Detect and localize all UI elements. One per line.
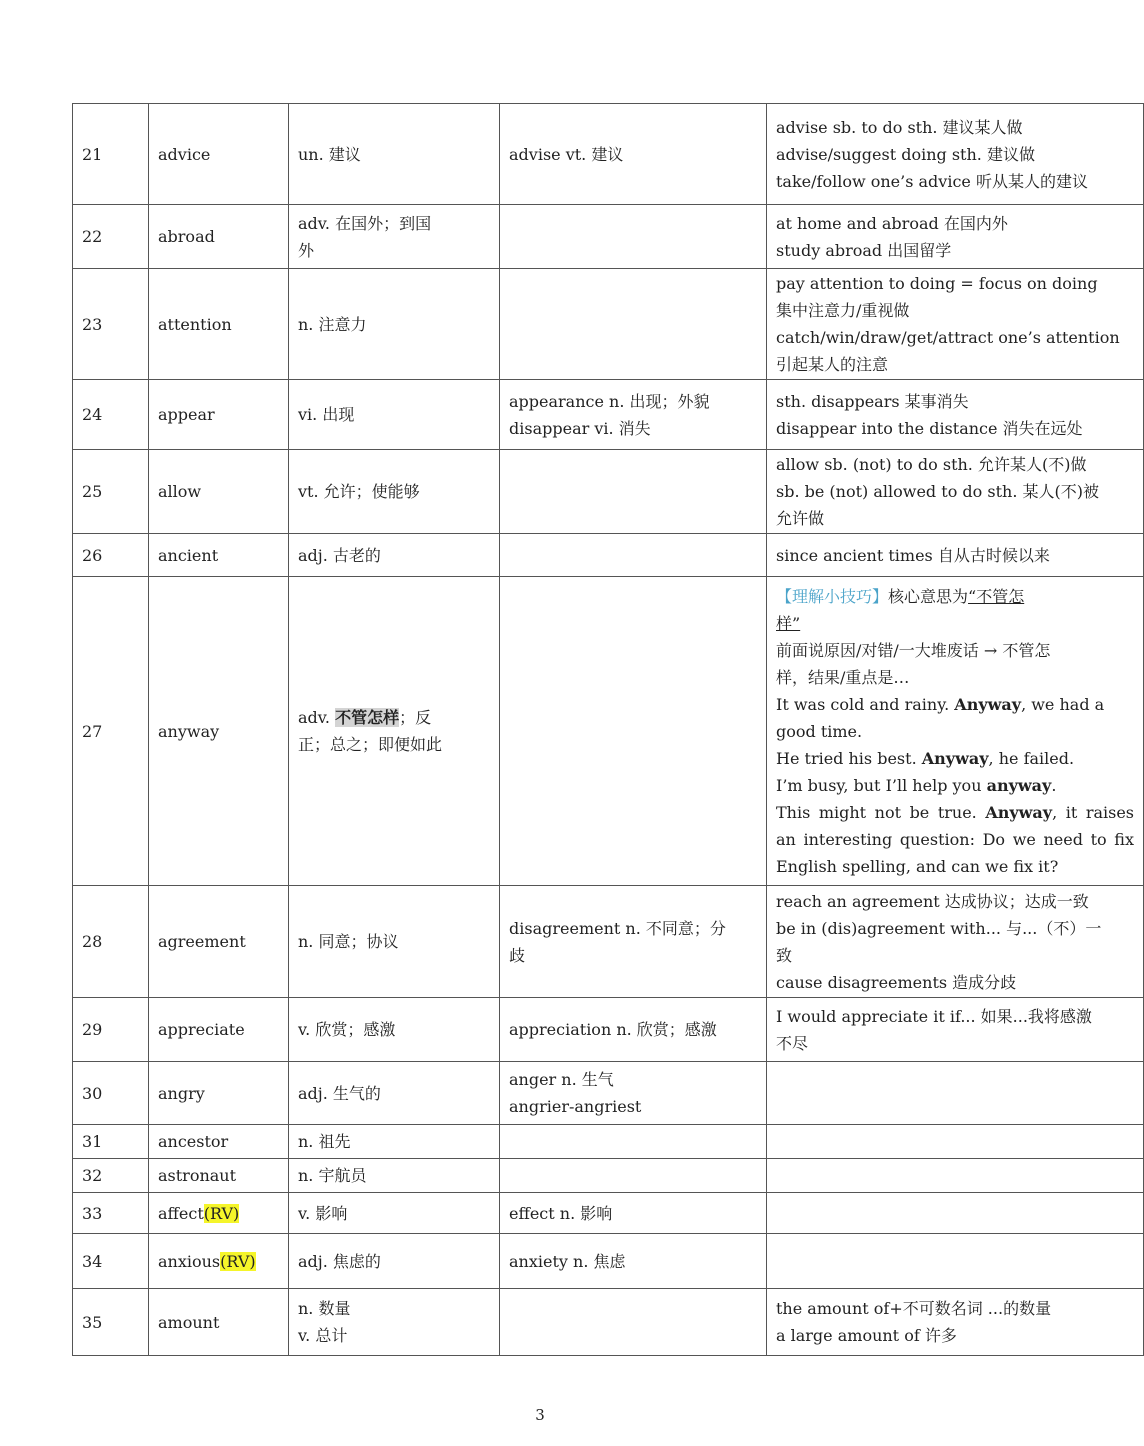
entry-derived-cell xyxy=(500,998,767,1062)
entry-meaning-cell xyxy=(289,1062,500,1125)
entry-word-cell xyxy=(149,1159,289,1193)
usage-line: 引起某人的注意 xyxy=(776,355,889,374)
entry-usage-cell xyxy=(767,205,1144,269)
example-pre: It was cold and rainy. xyxy=(776,694,955,714)
entry-derived-cell xyxy=(500,450,767,534)
entry-number: 30 xyxy=(82,1083,103,1103)
meaning-suffix: ；反 xyxy=(399,708,432,727)
example-post: , we had a good time. xyxy=(776,694,1105,741)
entry-word: abroad xyxy=(158,227,215,246)
usage-line: 致 xyxy=(776,945,793,965)
usage-line: reach an agreement 达成协议；达成一致 xyxy=(776,891,1089,911)
entry-number: 26 xyxy=(82,545,103,565)
example-post: . xyxy=(1051,775,1057,795)
entry-meaning-cell xyxy=(289,1193,500,1234)
tip-quote: 样” xyxy=(776,613,801,633)
usage-line: catch/win/draw/get/attract one’s attention xyxy=(776,328,1120,347)
meaning-line: v. 欣赏；感激 xyxy=(298,1020,396,1039)
entry-word: appear xyxy=(158,405,215,424)
entry-derived-cell xyxy=(500,1289,767,1356)
entry-usage-cell xyxy=(767,104,1144,205)
entry-usage-cell xyxy=(767,534,1144,577)
meaning-line: vi. 出现 xyxy=(298,405,355,424)
usage-line: advise sb. to do sth. 建议某人做 xyxy=(776,117,1023,137)
usage-line: the amount of+不可数名词 ...的数量 xyxy=(776,1299,1052,1318)
example-post: , it raises an interesting question: Do we need to fix English spelling, and can we fix it? xyxy=(776,802,1135,876)
entry-number: 31 xyxy=(82,1132,103,1151)
entry-meaning-cell xyxy=(289,1289,500,1356)
rv-tag: (RV) xyxy=(203,1203,240,1223)
entry-word-cell xyxy=(149,1193,289,1234)
entry-number-cell xyxy=(73,1062,149,1125)
entry-number: 21 xyxy=(82,144,103,164)
table-row xyxy=(73,269,1144,380)
entry-number: 22 xyxy=(82,227,103,246)
entry-derived-cell xyxy=(500,1062,767,1125)
tip-label: 【理解小技巧】 xyxy=(776,586,889,606)
example-sentence xyxy=(776,745,1134,772)
table-row xyxy=(73,998,1144,1062)
usage-line: since ancient times 自从古时候以来 xyxy=(776,545,1050,565)
entry-word-cell xyxy=(149,380,289,450)
vocab-table-body xyxy=(73,104,1144,1356)
entry-meaning-cell xyxy=(289,269,500,380)
entry-number: 33 xyxy=(82,1203,103,1223)
example-pre: He tried his best. xyxy=(776,748,922,768)
derived-line: effect n. 影响 xyxy=(509,1203,613,1223)
entry-derived-cell xyxy=(500,886,767,998)
usage-line: allow sb. (not) to do sth. 允许某人(不)做 xyxy=(776,455,1087,474)
entry-word: amount xyxy=(158,1312,220,1332)
usage-line: study abroad 出国留学 xyxy=(776,240,952,260)
example-keyword: Anyway xyxy=(954,694,1022,714)
entry-word: appreciate xyxy=(158,1020,245,1039)
tip-quote: “不管怎 xyxy=(968,586,1025,606)
entry-word: ancient xyxy=(158,545,219,565)
meaning-line: n. 同意；协议 xyxy=(298,932,399,951)
entry-number: 29 xyxy=(82,1020,103,1039)
usage-line: be in (dis)agreement with... 与...（不）一 xyxy=(776,918,1102,938)
example-keyword: anyway xyxy=(986,775,1052,795)
entry-word: attention xyxy=(158,314,232,334)
example-sentence xyxy=(776,691,1134,745)
entry-word: anyway xyxy=(158,721,220,741)
meaning-line: 正；总之；即便如此 xyxy=(298,735,443,754)
entry-word: allow xyxy=(158,482,202,501)
usage-line: 集中注意力/重视做 xyxy=(776,301,910,320)
usage-line: cause disagreements 造成分歧 xyxy=(776,972,1017,992)
entry-derived-cell xyxy=(500,1125,767,1159)
entry-number-cell xyxy=(73,534,149,577)
entry-derived-cell xyxy=(500,1159,767,1193)
entry-number-cell xyxy=(73,269,149,380)
entry-number-cell xyxy=(73,104,149,205)
vocab-table xyxy=(72,103,1144,1356)
usage-line: a large amount of 许多 xyxy=(776,1326,957,1345)
entry-usage-cell xyxy=(767,1125,1144,1159)
meaning-line: adj. 生气的 xyxy=(298,1083,381,1103)
table-row xyxy=(73,205,1144,269)
entry-number-cell xyxy=(73,1125,149,1159)
entry-usage-cell xyxy=(767,269,1144,380)
entry-word-cell xyxy=(149,450,289,534)
entry-word: ancestor xyxy=(158,1132,229,1151)
meaning-line: 外 xyxy=(298,240,315,260)
derived-line: 歧 xyxy=(509,945,526,965)
entry-word: anxious xyxy=(158,1251,221,1271)
entry-word: affect xyxy=(158,1203,204,1223)
usage-line: sb. be (not) allowed to do sth. 某人(不)被 xyxy=(776,482,1099,501)
usage-line: I would appreciate it if... 如果...我将感激 xyxy=(776,1006,1092,1026)
entry-meaning-cell xyxy=(289,534,500,577)
derived-line: disagreement n. 不同意；分 xyxy=(509,918,726,938)
table-row xyxy=(73,577,1144,886)
usage-line: take/follow one’s advice 听从某人的建议 xyxy=(776,171,1088,191)
meaning-line: n. 祖先 xyxy=(298,1132,351,1151)
entry-word: advice xyxy=(158,144,211,164)
entry-number-cell xyxy=(73,1289,149,1356)
entry-meaning-cell xyxy=(289,450,500,534)
derived-line: angrier-angriest xyxy=(509,1097,642,1116)
entry-meaning-cell xyxy=(289,104,500,205)
entry-word-cell xyxy=(149,998,289,1062)
entry-meaning-cell xyxy=(289,1125,500,1159)
table-row xyxy=(73,1062,1144,1125)
entry-usage-cell xyxy=(767,1159,1144,1193)
entry-word: agreement xyxy=(158,932,246,951)
entry-number-cell xyxy=(73,886,149,998)
tip-line xyxy=(776,583,1134,610)
meaning-line: adv. 在国外；到国 xyxy=(298,213,432,233)
entry-usage-cell xyxy=(767,1234,1144,1289)
entry-derived-cell xyxy=(500,380,767,450)
entry-usage-cell xyxy=(767,886,1144,998)
entry-word: angry xyxy=(158,1083,205,1103)
tip-line xyxy=(776,610,1134,637)
entry-derived-cell xyxy=(500,1193,767,1234)
entry-word-cell xyxy=(149,1125,289,1159)
entry-number-cell xyxy=(73,450,149,534)
table-row xyxy=(73,886,1144,998)
derived-line: anxiety n. 焦虑 xyxy=(509,1251,626,1271)
usage-line: pay attention to doing = focus on doing xyxy=(776,274,1098,293)
table-row xyxy=(73,534,1144,577)
derived-line: anger n. 生气 xyxy=(509,1070,614,1089)
usage-line: 样，结果/重点是… xyxy=(776,667,910,687)
entry-meaning-cell xyxy=(289,1234,500,1289)
derived-line: appreciation n. 欣赏；感激 xyxy=(509,1020,717,1039)
rv-tag: (RV) xyxy=(220,1251,256,1271)
entry-derived-cell xyxy=(500,1234,767,1289)
table-row xyxy=(73,1193,1144,1234)
entry-number-cell xyxy=(73,1234,149,1289)
entry-number: 24 xyxy=(82,405,103,424)
usage-line: 前面说原因/对错/一大堆废话 → 不管怎 xyxy=(776,640,1051,660)
derived-line: advise vt. 建议 xyxy=(509,144,624,164)
meaning-line xyxy=(298,704,490,731)
tip-text: 核心意思为 xyxy=(888,586,969,606)
entry-number: 27 xyxy=(82,721,103,741)
derived-line: appearance n. 出现；外貌 xyxy=(509,391,710,411)
entry-number: 34 xyxy=(82,1251,103,1271)
table-row xyxy=(73,1159,1144,1193)
entry-number: 25 xyxy=(82,482,103,501)
entry-number: 32 xyxy=(82,1166,103,1185)
entry-meaning-cell xyxy=(289,205,500,269)
example-sentence xyxy=(776,799,1134,880)
table-row xyxy=(73,1125,1144,1159)
meaning-highlight: 不管怎样 xyxy=(335,708,400,727)
example-pre: This might not be true. xyxy=(776,802,986,822)
entry-usage-cell xyxy=(767,577,1144,886)
entry-number-cell xyxy=(73,1193,149,1234)
usage-line: advise/suggest doing sth. 建议做 xyxy=(776,144,1035,164)
entry-derived-cell xyxy=(500,205,767,269)
example-pre: I’m busy, but I’ll help you xyxy=(776,775,987,795)
meaning-line: n. 数量 xyxy=(298,1299,351,1318)
entry-derived-cell xyxy=(500,269,767,380)
meaning-line: adj. 古老的 xyxy=(298,545,381,565)
meaning-line: adj. 焦虑的 xyxy=(298,1251,381,1271)
entry-derived-cell xyxy=(500,534,767,577)
entry-usage-cell xyxy=(767,1062,1144,1125)
entry-word-cell xyxy=(149,886,289,998)
entry-number: 23 xyxy=(82,314,103,334)
derived-line: disappear vi. 消失 xyxy=(509,418,651,438)
entry-number-cell xyxy=(73,577,149,886)
entry-number-cell xyxy=(73,380,149,450)
usage-line: at home and abroad 在国内外 xyxy=(776,213,1008,233)
table-row xyxy=(73,1289,1144,1356)
example-keyword: Anyway xyxy=(921,748,989,768)
entry-word-cell xyxy=(149,1234,289,1289)
entry-word-cell xyxy=(149,205,289,269)
usage-line: 不尽 xyxy=(776,1033,809,1053)
meaning-prefix: adv. xyxy=(298,708,336,727)
entry-usage-cell xyxy=(767,998,1144,1062)
entry-number-cell xyxy=(73,1159,149,1193)
table-row xyxy=(73,380,1144,450)
entry-number: 35 xyxy=(82,1312,103,1332)
entry-word-cell xyxy=(149,534,289,577)
usage-line: sth. disappears 某事消失 xyxy=(776,391,969,411)
entry-word-cell xyxy=(149,577,289,886)
table-row xyxy=(73,450,1144,534)
usage-line: 允许做 xyxy=(776,509,825,528)
meaning-line: vt. 允许；使能够 xyxy=(298,482,420,501)
entry-derived-cell xyxy=(500,577,767,886)
entry-word-cell xyxy=(149,1289,289,1356)
entry-number-cell xyxy=(73,998,149,1062)
entry-usage-cell xyxy=(767,1289,1144,1356)
meaning-line: n. 注意力 xyxy=(298,314,367,334)
entry-word-cell xyxy=(149,104,289,205)
example-post: , he failed. xyxy=(988,748,1075,768)
entry-derived-cell xyxy=(500,104,767,205)
entry-meaning-cell xyxy=(289,380,500,450)
table-row xyxy=(73,1234,1144,1289)
page-number: 3 xyxy=(535,1406,545,1424)
meaning-line: v. 总计 xyxy=(298,1326,348,1345)
table-row xyxy=(73,104,1144,205)
entry-meaning-cell xyxy=(289,577,500,886)
entry-usage-cell xyxy=(767,1193,1144,1234)
entry-word-cell xyxy=(149,269,289,380)
entry-word-cell xyxy=(149,1062,289,1125)
entry-word: astronaut xyxy=(158,1166,237,1185)
meaning-line: v. 影响 xyxy=(298,1203,348,1223)
entry-meaning-cell xyxy=(289,886,500,998)
usage-line: disappear into the distance 消失在远处 xyxy=(776,418,1083,438)
entry-meaning-cell xyxy=(289,1159,500,1193)
entry-meaning-cell xyxy=(289,998,500,1062)
entry-usage-cell xyxy=(767,380,1144,450)
entry-usage-cell xyxy=(767,450,1144,534)
meaning-line: n. 宇航员 xyxy=(298,1166,367,1185)
example-keyword: Anyway xyxy=(985,802,1053,822)
example-sentence xyxy=(776,772,1134,799)
entry-number-cell xyxy=(73,205,149,269)
meaning-line: un. 建议 xyxy=(298,144,361,164)
entry-number: 28 xyxy=(82,932,103,951)
